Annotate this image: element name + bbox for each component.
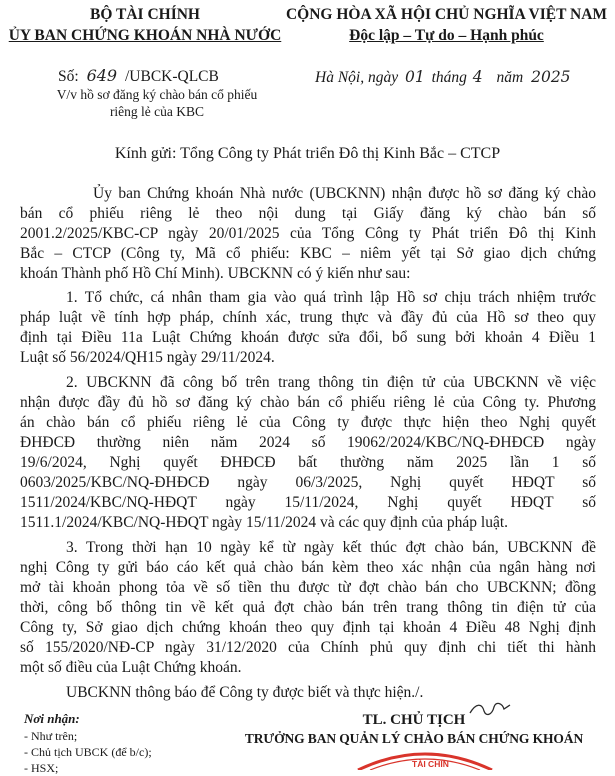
receiver-item: - Chủ tịch UBCK (để b/c); — [24, 745, 152, 759]
body-line: 19/6/2024, Nghị quyết ĐHĐCĐ bất thường năm 2025 lần 1 số — [20, 454, 596, 471]
body-line: bán cổ phiếu riêng lẻ theo nội dung tại Giấy đăng ký chào bán số — [20, 205, 596, 222]
date-month-label: tháng — [431, 69, 467, 86]
body-line: Luật số 56/2024/QH15 ngày 29/11/2024. — [20, 349, 275, 366]
country-name: CỘNG HÒA XÃ HỘI CHỦ NGHĨA VIỆT NAM — [285, 6, 608, 23]
number-handwritten: 649 — [86, 66, 118, 85]
official-stamp — [350, 752, 500, 770]
body-line: Bắc – CTCP (Công ty, Mã cổ phiếu: KBC – niêm yết tại Sở giao dịch chứng — [20, 245, 596, 262]
subject-line-2: riêng lẻ của KBC — [109, 104, 205, 119]
body-line: định tại Điều 11a Luật Chứng khoán được sửa đổi, bổ sung bởi khoản 4 Điều 1 — [20, 329, 596, 346]
body-line: ĐHĐCĐ thường niên năm 2024 số 19062/2024/KBC/NQ-ĐHĐCĐ ngày — [20, 434, 596, 451]
national-motto: Độc lập – Tự do – Hạnh phúc — [349, 27, 544, 44]
body-line: 1511.1/2024/KBC/NQ-HĐQT ngày 15/11/2024 và các quy định của pháp luật. — [20, 514, 509, 531]
date-year: 2025 — [531, 68, 571, 86]
document-date — [315, 68, 571, 87]
body-line: 0603/2025/KBC/NQ-ĐHĐCĐ ngày 06/3/2025, Nghị quyết HĐQT số — [20, 474, 596, 491]
date-month: 4 — [472, 68, 483, 86]
body-line: số 155/2020/NĐ-CP ngày 31/12/2020 của Chính phủ quy định chi tiết thi hành — [20, 639, 596, 656]
ministry-name: BỘ TÀI CHÍNH — [90, 6, 200, 23]
body-line: thời, công bố thông tin về kết quả đợt chào bán trên trang thông tin điện tử của — [20, 599, 596, 616]
document-number — [58, 66, 219, 86]
body-line: 3. Trong thời hạn 10 ngày kể từ ngày kết thúc đợt chào bán, UBCKNN đề — [66, 539, 596, 556]
body-line: mở tài khoản phong tỏa về số tiền thu được từ đợt chào bán cho UBCKNN; đồng — [20, 579, 596, 596]
body-line: 1. Tổ chức, cá nhân tham gia vào quá trình lập Hồ sơ chịu trách nhiệm trước — [66, 289, 596, 306]
body-line: pháp luật về tính hợp pháp, chính xác, trung thực và đầy đủ của Hồ sơ theo quy — [20, 309, 596, 326]
body-line: 2. UBCKNN đã công bố trên trang thông tin điện tử của UBCKNN về việc — [66, 374, 596, 391]
body-line: UBCKNN thông báo để Công ty được biết và thực hiện./. — [66, 684, 424, 701]
subject-line-1: V/v hồ sơ đăng ký chào bán cổ phiếu — [56, 87, 258, 102]
agency-name: ỦY BAN CHỨNG KHOÁN NHÀ NƯỚC — [8, 27, 282, 44]
body-line: khoán Thành phố Hồ Chí Minh). UBCKNN có ý kiến như sau: — [20, 265, 411, 282]
date-place: Hà Nội, ngày — [315, 69, 399, 86]
number-prefix: Số: — [58, 68, 79, 85]
number-suffix: /UBCK-QLCB — [124, 68, 219, 85]
body-line: Ủy ban Chứng khoán Nhà nước (UBCKNN) nhận được hồ sơ đăng ký chào — [93, 185, 596, 202]
recipient: Kính gửi: Tổng Công ty Phát triển Đô thị Kinh Bắc – CTCP — [114, 145, 501, 162]
body-line: Công ty, Sở giao dịch chứng khoán theo quy định tại khoản 4 Điều 48 Nghị định — [20, 619, 596, 636]
receiver-item: - HSX; — [24, 761, 59, 775]
signature-mark — [468, 699, 512, 719]
receiver-item: - Như trên; — [24, 729, 78, 743]
date-year-label: năm — [496, 69, 524, 86]
body-line: án chào bán cổ phiếu riêng lẻ của Công ty được thực hiện theo Nghị quyết — [20, 414, 596, 431]
body-line: nhận được đầy đủ hồ sơ đăng ký chào bán cổ phiếu riêng lẻ của Công ty. Phương — [20, 394, 596, 411]
body-line: nghị Công ty gửi báo cáo kết quả chào bán kèm theo xác nhận của ngân hàng nơi — [20, 559, 596, 576]
receivers-title: Nơi nhận: — [24, 711, 80, 726]
sign-title: TL. CHỦ TỊCH — [362, 712, 466, 728]
body-line: 2001.2/2025/KBC-CP ngày 20/01/2025 của Tổng Công ty Phát triển Đô thị Kinh — [20, 225, 596, 242]
stamp-text: TÀI CHÍN — [412, 759, 449, 769]
body-line: 1511/2024/KBC/NQ-HĐQT ngày 15/11/2024, Nghị quyết HĐQT số — [20, 494, 596, 511]
body-line: một số điều của Luật Chứng khoán. — [20, 659, 242, 676]
date-day: 01 — [404, 68, 425, 86]
sign-role: TRƯỞNG BAN QUẢN LÝ CHÀO BÁN CHỨNG KHOÁN — [244, 731, 584, 746]
